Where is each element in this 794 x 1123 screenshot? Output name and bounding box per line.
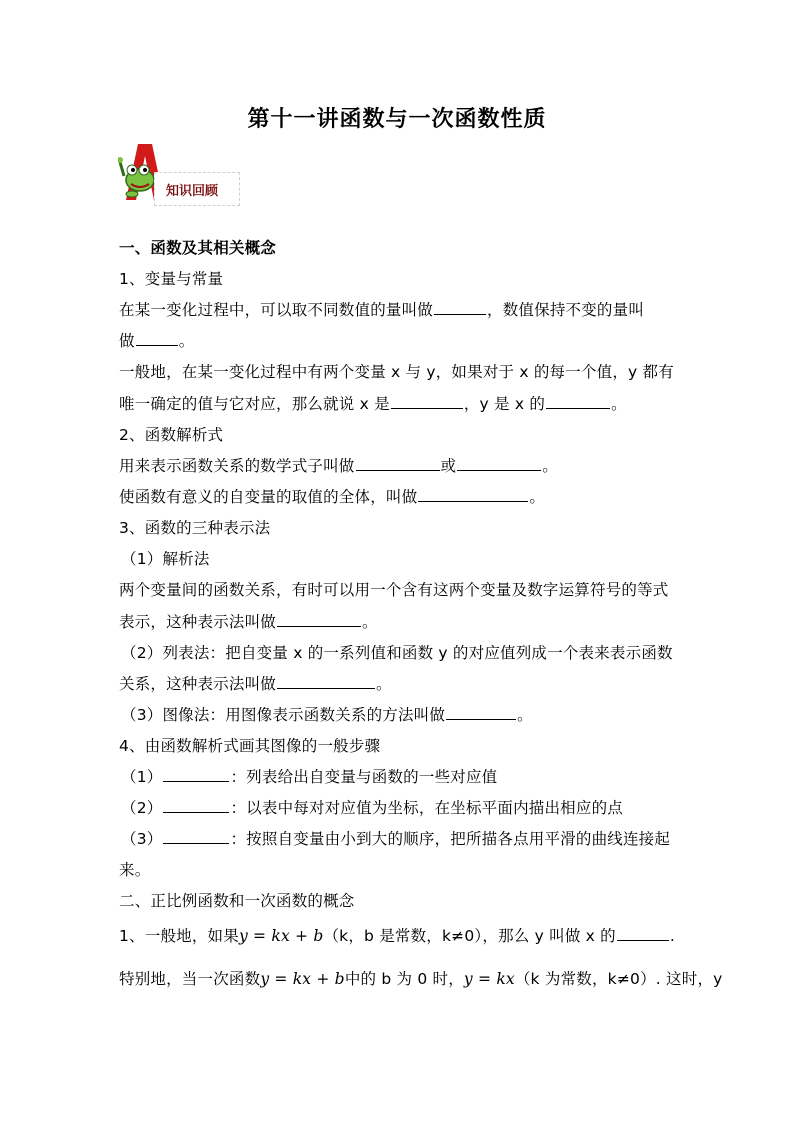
- fill-blank[interactable]: [446, 704, 516, 720]
- formula: y = kx: [463, 970, 515, 988]
- fill-blank[interactable]: [277, 673, 375, 689]
- subheading-three-representations: 3、函数的三种表示法: [119, 519, 271, 537]
- section-heading-2: 二、正比例函数和一次函数的概念: [119, 892, 355, 910]
- badge-label: 知识回顾: [166, 184, 219, 199]
- fill-blank[interactable]: [163, 828, 229, 844]
- paragraph-line: （1） ：列表给出自变量与函数的一些对应值: [121, 768, 498, 786]
- fill-blank[interactable]: [136, 330, 178, 346]
- paragraph-line: （3）图像法：用图像表示函数关系的方法叫做 。: [121, 706, 533, 724]
- fill-blank[interactable]: [356, 455, 440, 471]
- section-heading-1: 一、函数及其相关概念: [119, 239, 277, 257]
- paragraph-line: 一般地，在某一变化过程中有两个变量 x 与 y，如果对于 x 的每一个值，y 都有: [119, 363, 674, 381]
- paragraph-line: 特别地，当一次函数y = kx + b中的 b 为 0 时，y = kx（k 为常数，k≠0）. 这时，y: [119, 970, 723, 988]
- fill-blank[interactable]: [163, 797, 229, 813]
- fill-blank[interactable]: [546, 393, 610, 409]
- paragraph-line: 关系，这种表示法叫做 。: [119, 675, 392, 693]
- fill-blank[interactable]: [434, 299, 486, 315]
- paragraph-line: （1）解析法: [121, 550, 210, 568]
- fill-blank[interactable]: [418, 486, 528, 502]
- fill-blank[interactable]: [391, 393, 463, 409]
- paragraph-line: 做 。: [119, 332, 195, 350]
- paragraph-line: 来。: [119, 861, 151, 879]
- subheading-function-expression: 2、函数解析式: [119, 426, 224, 444]
- paragraph-line: （3） ：按照自变量由小到大的顺序，把所描各点用平滑的曲线连接起: [121, 830, 671, 848]
- fill-blank[interactable]: [457, 455, 541, 471]
- paragraph-line: 在某一变化过程中，可以取不同数值的量叫做 ，数值保持不变的量叫: [119, 301, 645, 319]
- formula: y = kx + b: [238, 927, 324, 945]
- fill-blank[interactable]: [163, 766, 229, 782]
- page-title: 第十一讲函数与一次函数性质: [247, 106, 547, 132]
- formula: y = kx + b: [260, 970, 345, 988]
- paragraph-line: （2）列表法：把自变量 x 的一系列值和函数 y 的对应值列成一个表来表示函数: [121, 644, 673, 662]
- paragraph-line: 1、一般地，如果y = kx + b（k，b 是常数，k≠0），那么 y 叫做 x 的 .: [119, 927, 675, 945]
- fill-blank[interactable]: [277, 611, 361, 627]
- paragraph-line: 唯一确定的值与它对应，那么就说 x 是 ，y 是 x 的 。: [119, 395, 627, 413]
- paragraph-line: 表示，这种表示法叫做 。: [119, 613, 378, 631]
- subheading-graphing-steps: 4、由函数解析式画其图像的一般步骤: [119, 737, 381, 755]
- subheading-variables-constants: 1、变量与常量: [119, 270, 224, 288]
- fill-blank[interactable]: [617, 925, 669, 941]
- paragraph-line: （2） ：以表中每对对应值为坐标，在坐标平面内描出相应的点: [121, 799, 623, 817]
- paragraph-line: 用来表示函数关系的数学式子叫做 或 。: [119, 457, 558, 475]
- paragraph-line: 使函数有意义的自变量的取值的全体，叫做 。: [119, 488, 546, 506]
- knowledge-review-badge: [118, 140, 240, 206]
- paragraph-line: 两个变量间的函数关系，有时可以用一个含有这两个变量及数字运算符号的等式: [119, 581, 669, 599]
